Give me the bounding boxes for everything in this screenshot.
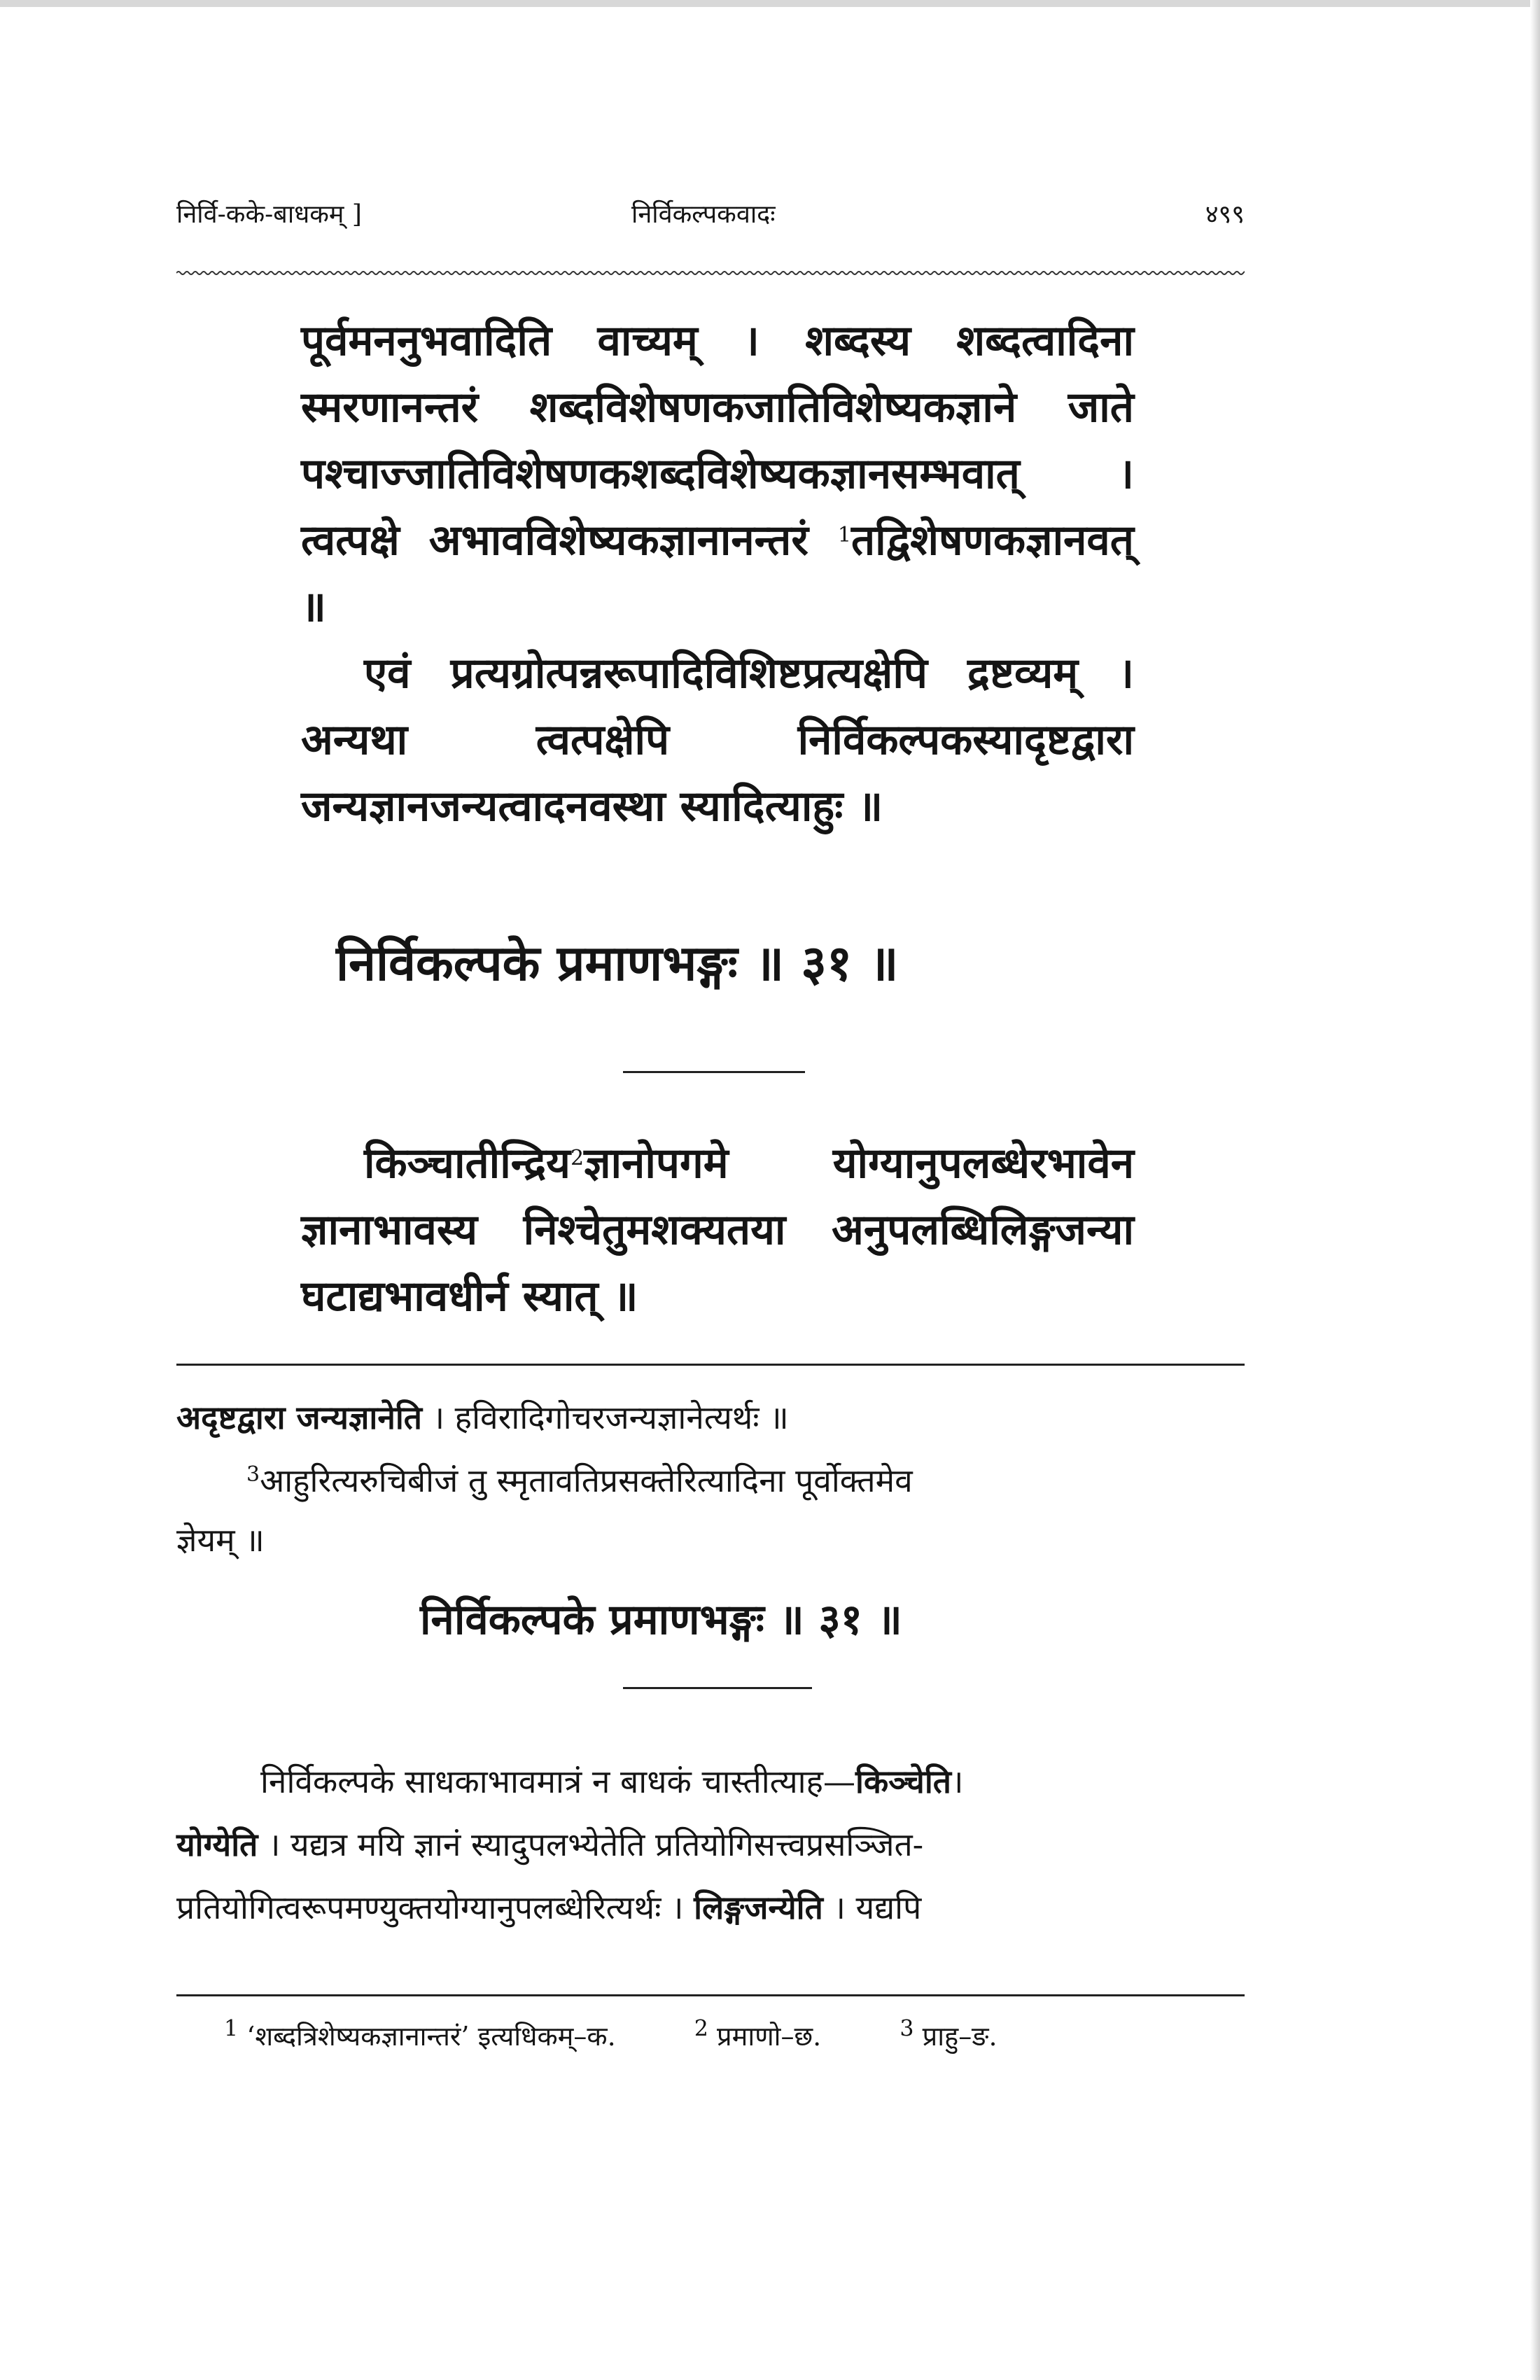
footnote-2: $^2$ प्रमाणो–छ. xyxy=(694,2016,822,2052)
scan-edge-right xyxy=(1530,0,1540,2380)
section-reference: निर्वि-कके-बाधकम् ] xyxy=(176,200,362,229)
colophon-commentary: निर्विकल्पके प्रमाणभङ्गः ॥ ३१ ॥ xyxy=(420,1595,902,1644)
section-dash xyxy=(623,1687,812,1689)
footnote-3: $^3$ प्राहु–ङ. xyxy=(899,2016,997,2052)
commentary-lemma: लिङ्गजन्येति xyxy=(694,1889,823,1926)
footnote-marker: 2 xyxy=(570,1146,584,1170)
mula-paragraph-2: एवं प्रत्यग्रोत्पन्नरूपादिविशिष्टप्रत्यक्षेपि द्रष्टव्यम् । अन्यथा त्वत्पक्षेपि निर्विकल्पकस्यादृष्टद्वारा जन्यज्ञानजन्यत्वादनवस्था स्यादित्याहुः ॥ xyxy=(301,649,1134,831)
colophon-mula: निर्विकल्पके प्रमाणभङ्गः ॥ ३१ ॥ xyxy=(336,934,899,992)
commentary-line-1: निर्विकल्पके साधकाभावमात्रं न बाधकं चास्तीत्याह—किञ्चेति। xyxy=(260,1763,964,1800)
mula-paragraph-3: किञ्चातीन्द्रिय$^2$ज्ञानोपगमे योग्यानुपलब्धेरभावेन ज्ञानाभावस्य निश्चेतुमशक्यतया अनुपलब्धिलिङ्गजन्या घटाद्यभावधीर्न स्यात् ॥ xyxy=(301,1139,1134,1321)
footnote-marker: 3 xyxy=(246,1462,260,1487)
tika-lemma: अदृष्टद्वारा जन्यज्ञानेति xyxy=(176,1399,422,1436)
mula-text-2 xyxy=(301,1130,1134,1330)
tika-line-2: $^3$आहुरित्यरुचिबीजं तु स्मृतावतिप्रसक्तेरित्यादिना पूर्वोक्तमेव xyxy=(246,1462,913,1499)
commentary-lemma: योग्येति xyxy=(176,1826,258,1863)
chapter-title: निर्विकल्पकवादः xyxy=(631,200,776,229)
tika-line-3: ज्ञेयम् ॥ xyxy=(176,1521,265,1559)
page-number: ४९९ xyxy=(1205,200,1245,229)
wavy-rule xyxy=(176,270,1245,276)
mula-paragraph-1: पूर्वमननुभवादिति वाच्यम् । शब्दस्य शब्दत्वादिना स्मरणानन्तरं शब्दविशेषणकजातिविशेष्यकज्ञाने जाते पश्चाज्जातिविशेषणकशब्दविशेष्यकज्ञानसम्भवात् । त्वत्पक्षे अभावविशेष्यकज्ञानानन्तरं $^1$तद्विशेषणकज्ञानवत् ॥ xyxy=(301,316,1134,631)
footnote-rule xyxy=(176,1994,1245,1996)
section-dash xyxy=(623,1071,805,1073)
tika-line-1: अदृष्टद्वारा जन्यज्ञानेति । हविरादिगोचरजन्यज्ञानेत्यर्थः ॥ xyxy=(176,1399,789,1436)
commentary-lemma: किञ्चेति xyxy=(855,1763,951,1800)
footnotes xyxy=(224,2008,1246,2057)
commentary-line-3: प्रतियोगित्वरूपमण्युक्तयोग्यानुपलब्धेरित्यर्थः । लिङ्गजन्येति । यद्यपि xyxy=(176,1889,922,1926)
mula-text-1 xyxy=(301,308,1134,840)
footnote-1: $^1$ ‘शब्दत्रिशेष्यकज्ञानान्तरं’ इत्यधिकम्–क. xyxy=(224,2016,616,2052)
commentary-line-2: योग्येति । यद्यत्र मयि ज्ञानं स्यादुपलभ्येतेति प्रतियोगिसत्त्वप्रसञ्जित- xyxy=(176,1826,924,1863)
scan-edge-top xyxy=(0,0,1540,7)
footnote-marker: 1 xyxy=(837,523,851,547)
commentary-rule xyxy=(176,1364,1245,1366)
running-head xyxy=(176,196,1245,238)
